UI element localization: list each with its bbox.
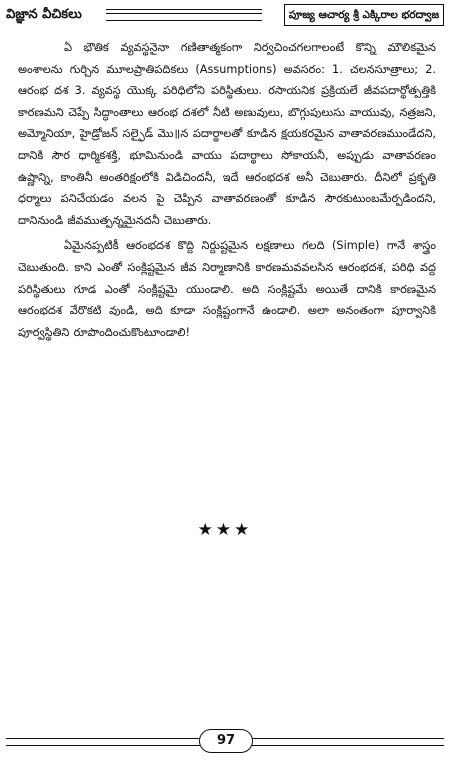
header-rule — [106, 9, 262, 21]
body-text — [18, 37, 436, 343]
page-number: 97 — [199, 729, 253, 753]
paragraph-1: ఏ భౌతిక వ్యవస్థనైనా గణితాత్మకంగా నిర్వచించగలగాలంటే కొన్ని మౌలికమైన అంశాలను గుర్చిన మూలప్రాతిపదికలు (Assumptions) అవసరం: 1. చలనసూత్రాలు; 2. ఆరంభ దశ 3. వ్యవస్థ యొక్క పరిధిలోని పరిస్థితులు. రసాయనిక ప్రక్రియలే జీవపదార్థోత్పత్తికి కారణమని చెప్పే సిద్ధాంతాలు ఆరంభ దశలో నీటి అణువులు, బొగ్గుపులుసు వాయువు, నత్రజని, అమ్మోనియా, హైడ్రోజన్ సల్ఫైడ్ మొ॥న పదార్థాలతో కూడిన క్షయకరమైన వాతావరణముండేదని, దానికి సౌర ధార్మికశక్తి, భూమినుండి వాయు పదార్థాలు సోకాయనీ, అప్పుడు వాతావరణం ఉష్ణాన్ని, కాంతినీ అంతరిక్షంలోకి విడిచిందనీ, ఇదే ఆరంభదశ అనీ చెబుతారు. దీనిలో ప్రకృతి ధర్మాలు పనిచేయడం వలన పై చెప్పిన వాతావరణంతో కూడిన సౌరకుటుంబమేర్పడిందని, దానినుండి జీవముత్పన్నమైనదనీ చెబుతారు. — [18, 41, 436, 227]
author-name: పూజ్య ఆచార్య శ్రీ ఎక్కిరాల భరద్వాజ — [284, 4, 444, 26]
paragraph-2: ఏమైనప్పటికీ ఆరంభదశ కొద్ది నిర్దుష్టమైన లక్షణాలు గలది (Simple) గానే శాస్త్రం చెబుతుంది. కాని ఎంతో సంక్లిష్టమైన జీవ నిర్మాణానికి కారణమవవలసిన ఆరంభదశ, పరిధి వద్ద పరిస్థితులు గూడ ఎంతో సంక్లిష్టమై యుండాలి. అది సంక్లిష్టమే అయితే దానికి కారణమైన ఆరంభదశ వేరొకటి వుండి, అది కూడా సంక్లిష్టంగానే ఉండాలి. అలా అనంతంగా పూర్వానికి పూర్వస్థితిని రూపొందించుకొంటూండాలి! — [18, 239, 436, 339]
running-header — [6, 4, 444, 26]
book-title: విజ్ఞాన వీచికలు — [6, 7, 82, 22]
section-separator: ★★★ — [197, 520, 253, 540]
